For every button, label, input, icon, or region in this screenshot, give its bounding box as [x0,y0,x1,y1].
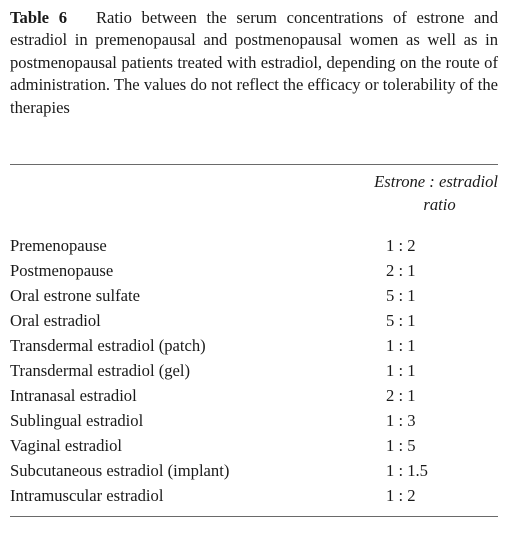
table-row [10,383,498,408]
row-label: Subcutaneous estradiol (implant) [10,461,230,480]
row-ratio: 1 : 2 [386,236,416,255]
table-row [10,333,498,358]
table-row [10,408,498,433]
table-caption [10,7,498,119]
table-row [10,233,498,258]
row-ratio: 5 : 1 [386,286,416,305]
row-ratio: 2 : 1 [386,261,416,280]
table-row [10,358,498,383]
table-top-rule [10,164,498,165]
row-ratio: 1 : 5 [386,436,416,455]
row-label: Postmenopause [10,261,114,280]
table-row [10,308,498,333]
row-ratio: 1 : 3 [386,411,416,430]
row-label: Oral estrone sulfate [10,286,140,305]
row-label: Premenopause [10,236,107,255]
row-ratio: 1 : 1.5 [386,461,428,480]
row-label: Transdermal estradiol (patch) [10,336,206,355]
table-body [10,233,498,508]
table-row [10,483,498,508]
column-header-line2: ratio [423,195,456,214]
caption-text: Ratio between the serum concentrations of estrone and estradiol in premenopausal and postmenopausal women as well as in postmenopausal patients treated with estradiol, depending on the route of administration. The values do not reflect the efficacy or tolerability of the therapies [10,8,498,117]
row-ratio: 5 : 1 [386,311,416,330]
table-row [10,283,498,308]
row-label: Sublingual estradiol [10,411,144,430]
table-bottom-rule [10,516,498,517]
row-label: Intranasal estradiol [10,386,137,405]
row-label: Transdermal estradiol (gel) [10,361,191,380]
row-label: Intramuscular estradiol [10,486,164,505]
row-ratio: 2 : 1 [386,386,416,405]
column-header-line1: Estrone : estradiol [374,172,498,191]
table-row [10,258,498,283]
row-label: Vaginal estradiol [10,436,122,455]
row-ratio: 1 : 1 [386,361,416,380]
row-ratio: 1 : 2 [386,486,416,505]
table-row [10,458,498,483]
row-ratio: 1 : 1 [386,336,416,355]
table-label: Table 6 [10,8,67,27]
table-row [10,433,498,458]
column-header [288,170,498,216]
row-label: Oral estradiol [10,311,101,330]
